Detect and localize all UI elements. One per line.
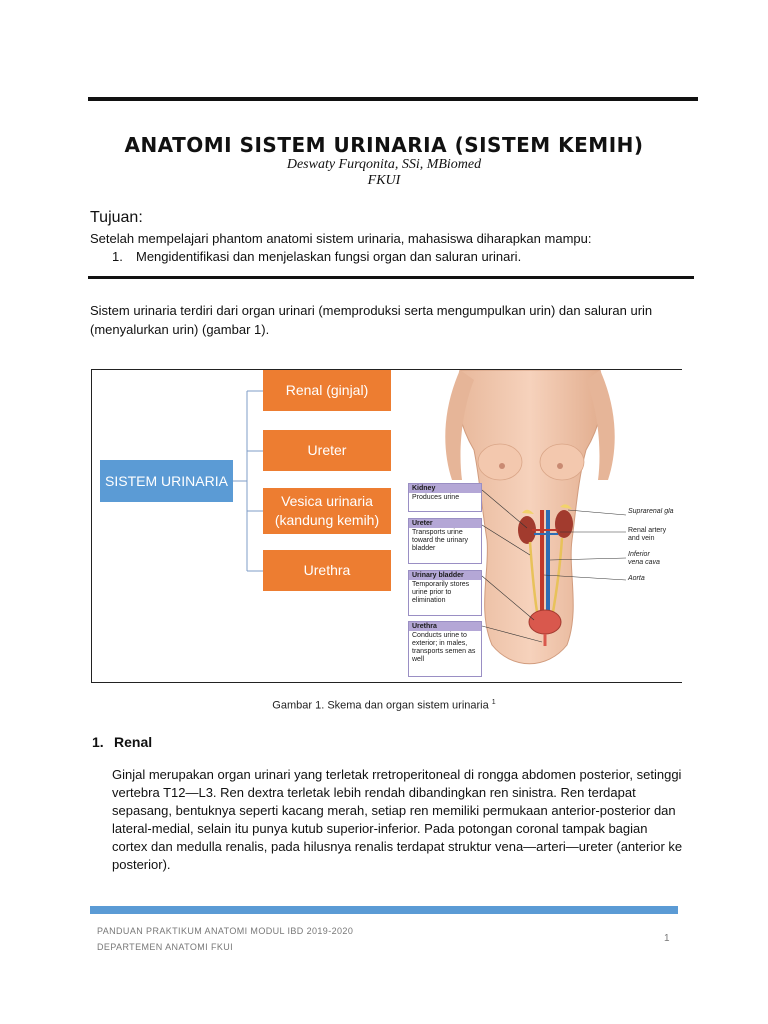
document-title: ANATOMI SISTEM URINARIA (SISTEM KEMIH) xyxy=(124,133,644,157)
caption-text: Gambar 1. Skema dan organ sistem urinaria xyxy=(272,699,489,712)
callout-urinary-bladder xyxy=(408,570,482,616)
branch-urethra: Urethra xyxy=(263,550,391,591)
label-renal-vein: and vein xyxy=(628,535,655,542)
callout-kidney xyxy=(408,483,482,512)
label-vena-cava: vena cava xyxy=(628,559,660,566)
branch-ureter: Ureter xyxy=(263,430,391,471)
institution: FKUI xyxy=(367,173,401,188)
page-number: 1 xyxy=(664,933,670,944)
section-title: Renal xyxy=(114,734,153,750)
callout-bladder-title: Urinary bladder xyxy=(409,571,481,580)
objectives-heading: Tujuan: xyxy=(90,209,143,226)
label-aorta: Aorta xyxy=(628,575,645,582)
label-renal-artery: Renal artery xyxy=(628,527,667,534)
footer-bar xyxy=(90,906,678,914)
branch-vesica-urinaria: Vesica urinaria (kandung kemih) xyxy=(263,488,391,534)
callout-ureter-title: Ureter xyxy=(409,519,481,528)
callout-kidney-desc: Produces urine xyxy=(412,494,460,501)
footer-line-1: PANDUAN PRAKTIKUM ANATOMI MODUL IBD 2019-2020 xyxy=(97,926,354,936)
figure-caption xyxy=(0,699,768,712)
root-node-sistem-urinaria: SISTEM URINARIA xyxy=(100,460,233,502)
footer-line-2: DEPARTEMEN ANATOMI FKUI xyxy=(97,942,234,952)
label-suprarenal: Suprarenal gla xyxy=(628,508,674,515)
objectives-intro: Setelah mempelajari phantom anatomi sistem urinaria, mahasiswa diharapkan mampu: xyxy=(90,231,592,246)
callout-ureter xyxy=(408,518,482,564)
callout-urethra-desc: Conducts urine to exterior; in males, transports semen as well xyxy=(412,632,476,663)
callout-ureter-desc: Transports urine toward the urinary bladder xyxy=(412,529,469,552)
author: Deswaty Furqonita, SSi, MBiomed xyxy=(286,157,482,172)
top-rule xyxy=(88,97,698,101)
callout-kidney-title: Kidney xyxy=(409,484,481,493)
intro-paragraph: Sistem urinaria terdiri dari organ urinari (memproduksi serta mengumpulkan urin) dan saluran urin (menyalurkan urin) (gambar 1). xyxy=(90,303,653,337)
objective-item xyxy=(112,249,521,264)
branch-renal: Renal (ginjal) xyxy=(263,370,391,411)
callout-bladder-desc: Temporarily stores urine prior to elimination xyxy=(412,581,470,604)
caption-reference: 1 xyxy=(491,699,496,706)
callout-urethra xyxy=(408,621,482,677)
section-number: 1. xyxy=(92,734,104,750)
label-inferior: Inferior xyxy=(628,551,650,558)
section-rule xyxy=(88,276,694,279)
callout-urethra-title: Urethra xyxy=(409,622,481,631)
renal-paragraph: Ginjal merupakan organ urinari yang terletak rretroperitoneal di rongga abdomen posterior, setinggi vertebra T12—L3. Ren dextra terletak lebih rendah dibandingkan ren sinistra. Ren terdapat sepasang, bentuknya seperti kacang merah, setiap ren memiliki permukaan anterior-posterior dan lateral-medial, selain itu punya kutub superior-inferior. Pada potongan coronal tampak bagian cortex dan medulla renalis, pada hilusnya renalis terdapat struktur vena—arteri—ureter (anterior ke posterior). xyxy=(112,767,683,872)
objective-number: 1. xyxy=(112,249,123,264)
objective-text: Mengidentifikasi dan menjelaskan fungsi organ dan saluran urinari. xyxy=(136,249,522,264)
diagram-connectors xyxy=(233,385,265,585)
